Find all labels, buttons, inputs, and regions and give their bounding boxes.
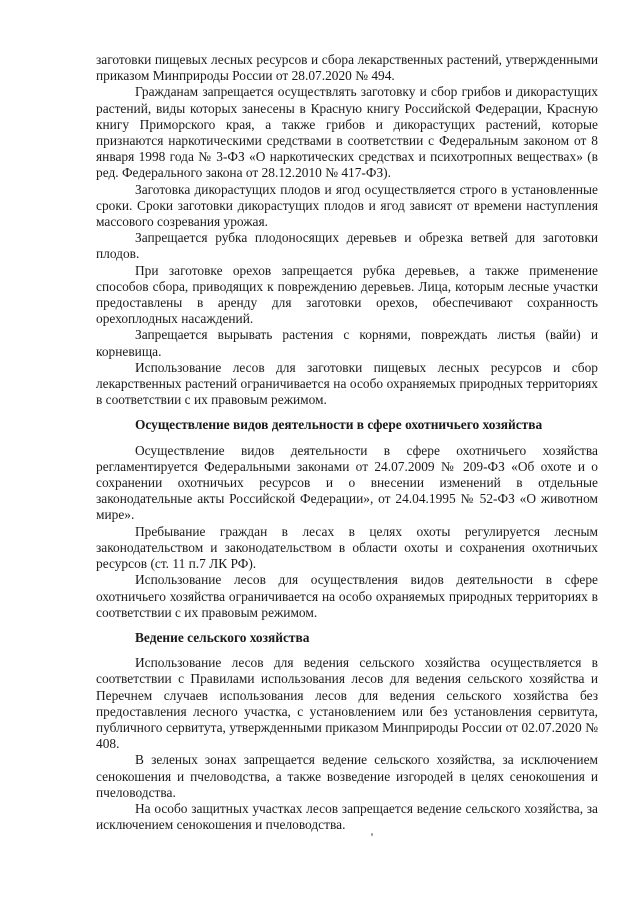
paragraph: Пребывание граждан в лесах в целях охоты регулируется лесным законодательством и законодательством в области охоты и сохранения охотничьих ресурсов (ст. 11 п.7 ЛК РФ). bbox=[96, 523, 598, 572]
paragraph: На особо защитных участках лесов запрещается ведение сельского хозяйства, за исключением сенокошения и пчеловодства. bbox=[96, 800, 598, 833]
section-heading-agriculture: Ведение сельского хозяйства bbox=[135, 629, 310, 645]
paragraph: При заготовке орехов запрещается рубка деревьев, а также применение способов сбора, приводящих к повреждению деревьев. Лица, которым лесные участки предоставлены в аренду для заготовки орехов, обеспечивают сохранность орехоплодных насаждений. bbox=[96, 262, 598, 327]
paragraph: Заготовка дикорастущих плодов и ягод осуществляется строго в установленные сроки. Сроки заготовки дикорастущих плодов и ягод зависят от времени наступления массового созревания урожая. bbox=[96, 181, 598, 230]
document-page bbox=[96, 52, 598, 833]
paragraph: Использование лесов для заготовки пищевых лесных ресурсов и сбор лекарственных растений ограничивается на особо охраняемых природных территориях в соответствии с их правовым режимом. bbox=[96, 359, 598, 408]
paragraph: Осуществление видов деятельности в сфере охотничьего хозяйства регламентируется Федеральными законами от 24.07.2009 № 209-ФЗ «Об охоте и о сохранении охотничьих ресурсов и о внесении изменений в отдельные законодательные акты Российской Федерации», от 24.04.1995 № 52-ФЗ «О животном мире». bbox=[96, 442, 598, 523]
scan-speck bbox=[371, 833, 373, 836]
paragraph: заготовки пищевых лесных ресурсов и сбора лекарственных растений, утвержденными приказом Минприроды России от 28.07.2020 № 494. bbox=[96, 52, 598, 84]
section-heading-hunting: Осуществление видов деятельности в сфере охотничьего хозяйства bbox=[135, 417, 543, 433]
paragraph: Использование лесов для ведения сельского хозяйства осуществляется в соответствии с Правилами использования лесов для ведения сельского хозяйства и Перечнем случаев использования лесов для ведения сельского хозяйства без предоставления лесного участка, с установлением или без установления сервитута, публичного сервитута, утвержденными приказом Минприроды России от 02.07.2020 № 408. bbox=[96, 655, 598, 752]
paragraph: Запрещается вырывать растения с корнями, повреждать листья (вайи) и корневища. bbox=[96, 327, 598, 359]
paragraph: Гражданам запрещается осуществлять заготовку и сбор грибов и дикорастущих растений, виды которых занесены в Красную книгу Российской Федерации, Красную книгу Приморского края, а также грибов и дикорастущих растений, которые признаются наркотическими средствами в соответствии с Федеральным законом от 8 января 1998 года № 3-ФЗ «О наркотических средствах и психотропных веществах» (в ред. Федерального закона от 28.12.2010 № 417-ФЗ). bbox=[96, 84, 598, 181]
paragraph: Использование лесов для осуществления видов деятельности в сфере охотничьего хозяйства ограничивается на особо охраняемых природных территориях в соответствии с их правовым режимом. bbox=[96, 572, 598, 620]
paragraph: Запрещается рубка плодоносящих деревьев и обрезка ветвей для заготовки плодов. bbox=[96, 230, 598, 262]
paragraph: В зеленых зонах запрещается ведение сельского хозяйства, за исключением сенокошения и пчеловодства, а также возведение изгородей в целях сенокошения и пчеловодства. bbox=[96, 752, 598, 800]
